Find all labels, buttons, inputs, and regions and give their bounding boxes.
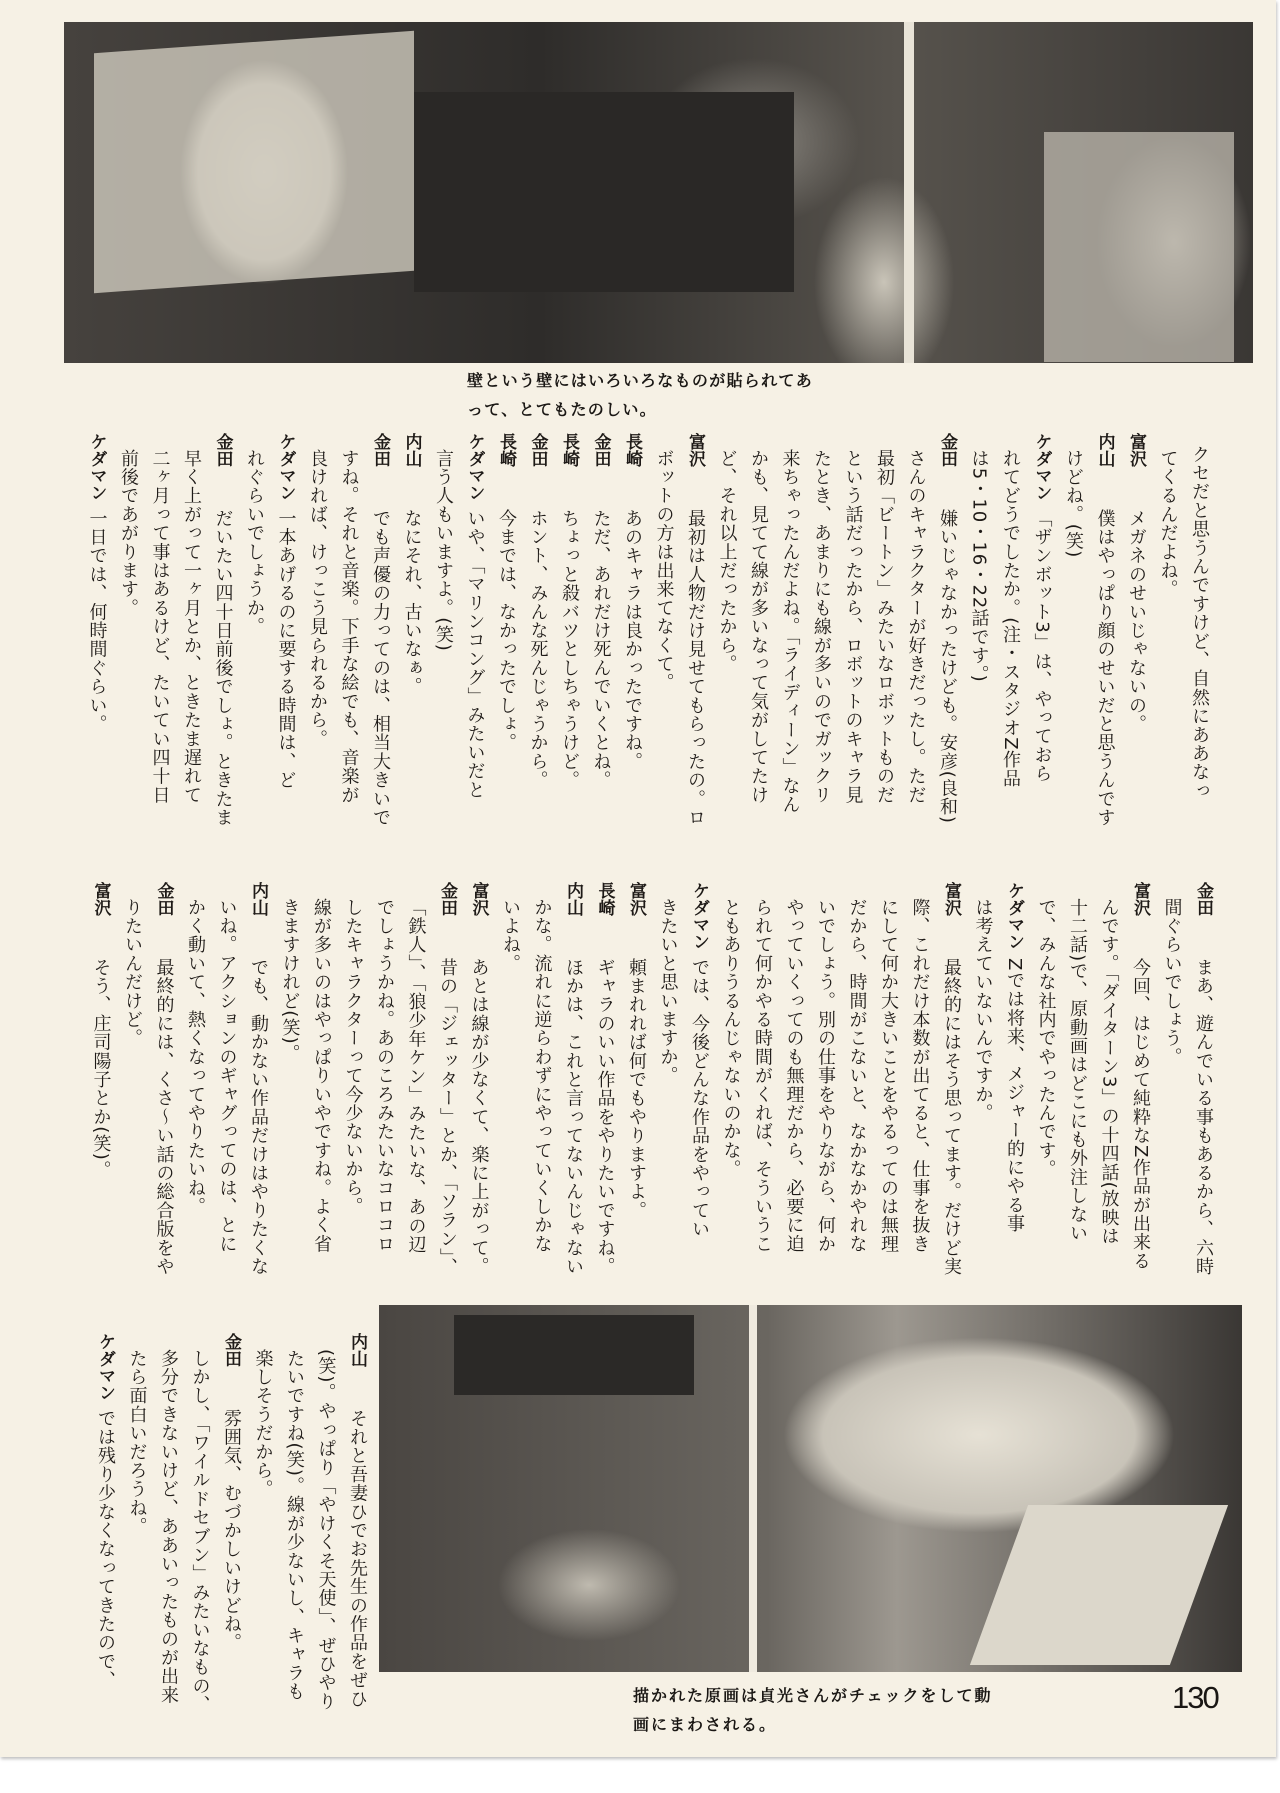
dialogue-text: なにそれ、古いなぁ。 bbox=[401, 509, 423, 696]
dialogue-column bbox=[302, 433, 334, 828]
speaker-name: 富沢 bbox=[468, 882, 489, 916]
dialogue-column bbox=[747, 882, 779, 1282]
dialogue-text: 最終的にはそう思ってます。だけど実 bbox=[941, 958, 962, 1276]
caption-line: 画にまわされる。 bbox=[633, 1715, 778, 1734]
dialogue-column bbox=[463, 882, 495, 1282]
dialogue-block-lower bbox=[85, 882, 1219, 1282]
dialogue-text: んです。「ダイターン3」の十四話(放映は bbox=[1098, 898, 1120, 1246]
dialogue-column bbox=[999, 882, 1031, 1282]
speaker-name: 内山 bbox=[401, 433, 422, 467]
dialogue-text: 際、これだけ本数が出てると、仕事を抜き bbox=[909, 898, 931, 1254]
dialogue-text: 最初「ビートン」みたいなロボットものだ bbox=[874, 449, 895, 805]
dialogue-text: 線が多いのはやっぱりいやですね。よく省 bbox=[311, 898, 332, 1254]
dialogue-column bbox=[365, 433, 397, 828]
dialogue-column bbox=[806, 433, 838, 828]
dialogue-column bbox=[1188, 882, 1220, 1282]
dialogue-text: 多分できないけど、ああいったものが出来 bbox=[158, 1349, 179, 1705]
dialogue-column bbox=[279, 1333, 311, 1723]
dialogue-text: 前後であがります。 bbox=[118, 449, 139, 618]
dialogue-column bbox=[207, 433, 239, 828]
dialogue-column bbox=[810, 882, 842, 1282]
speaker-name: 富沢 bbox=[1130, 882, 1150, 916]
dialogue-column bbox=[778, 882, 810, 1282]
dialogue-text: 早く上がって一ヶ月とか、ときたま遅れて bbox=[181, 449, 202, 805]
dialogue-column bbox=[684, 882, 716, 1282]
dialogue-text: で、みんな社内でやったんです。 bbox=[1035, 898, 1057, 1179]
speaker-name: ケダマン bbox=[95, 1333, 115, 1401]
dialogue-column bbox=[117, 882, 149, 1282]
dialogue-column bbox=[369, 882, 401, 1282]
dialogue-text: 十二話)で、原動画はどこにも外注しない bbox=[1067, 898, 1088, 1243]
dialogue-column bbox=[1058, 433, 1090, 828]
dialogue-text: では、今後どんな作品をやってい bbox=[689, 958, 710, 1239]
photo-monitor bbox=[454, 1315, 694, 1395]
photo-caption-top bbox=[467, 366, 813, 424]
dialogue-text: いよね。 bbox=[500, 898, 521, 973]
dialogue-column bbox=[1030, 882, 1062, 1282]
dialogue-text: 最初は人物だけ見せてもらったの。ロ bbox=[685, 509, 706, 827]
dialogue-text: という話だったから、ロボットのキャラ見 bbox=[842, 449, 864, 805]
dialogue-text: 「鉄人」、「狼少年ケン」みたいな、あの辺 bbox=[405, 898, 427, 1254]
dialogue-text: ギャラのいい作品をやりたいですね。 bbox=[594, 958, 616, 1276]
dialogue-text: ほかは、これと言ってないんじゃない bbox=[563, 958, 584, 1276]
dialogue-text: あとは線が少なくて、楽に上がって。 bbox=[468, 958, 490, 1276]
dialogue-text: しかし、「ワイルドセブン」みたいなもの、 bbox=[189, 1349, 211, 1714]
speaker-name: 富沢 bbox=[685, 433, 705, 467]
dialogue-column bbox=[148, 882, 180, 1282]
photo-poster-left bbox=[94, 31, 414, 293]
dialogue-text: 「ザンボット3」は、やっておら bbox=[1031, 509, 1053, 783]
dialogue-column bbox=[428, 433, 460, 828]
dialogue-text: 楽しそうだから。 bbox=[252, 1349, 274, 1499]
dialogue-text: 今回、はじめて純粋なZ作品が出来る bbox=[1130, 958, 1151, 1271]
speaker-name: 金田 bbox=[153, 882, 174, 916]
dialogue-text: は考えていないんですか。 bbox=[972, 898, 994, 1123]
dialogue-column bbox=[459, 433, 491, 828]
speaker-name: 内山 bbox=[563, 882, 583, 916]
dialogue-column bbox=[936, 882, 968, 1282]
photo-poster-right bbox=[1044, 132, 1234, 362]
dialogue-text: かく動いて、熱くなってやりたいね。 bbox=[185, 898, 206, 1216]
dialogue-block-upper bbox=[81, 433, 1215, 828]
photo-animation-desk bbox=[379, 1305, 1242, 1672]
photo-divider bbox=[749, 1305, 757, 1672]
dialogue-text: まあ、遊んでいる事もあるから、六時 bbox=[1193, 958, 1214, 1276]
speaker-name: ケダマン bbox=[464, 433, 485, 501]
speaker-name: 金田 bbox=[590, 433, 611, 467]
photo-divider bbox=[904, 22, 914, 363]
dialogue-column bbox=[963, 433, 995, 828]
dialogue-column bbox=[522, 433, 554, 828]
dialogue-text: られて何かやる時間がくれば、そういうこ bbox=[752, 898, 773, 1254]
dialogue-column bbox=[337, 882, 369, 1282]
dialogue-column bbox=[274, 882, 306, 1282]
dialogue-text: 一日では、何時間ぐらい。 bbox=[86, 509, 108, 734]
speaker-name: 金田 bbox=[437, 882, 457, 916]
dialogue-text: 最終的には、くさ～い話の総合版をや bbox=[153, 958, 175, 1276]
dialogue-text: 良ければ、けっこう見られるから。 bbox=[307, 449, 328, 749]
speaker-name: 金田 bbox=[527, 433, 548, 467]
dialogue-text: すね。それと音楽。下手な絵でも、音楽が bbox=[338, 449, 360, 805]
dialogue-text: きますけれど(笑)。 bbox=[279, 898, 301, 1064]
photo-papers bbox=[970, 1505, 1228, 1665]
dialogue-column bbox=[1093, 882, 1125, 1282]
dialogue-column bbox=[310, 1333, 342, 1723]
dialogue-column bbox=[400, 882, 432, 1282]
dialogue-column bbox=[396, 433, 428, 828]
speaker-name: ケダマン bbox=[275, 433, 296, 501]
dialogue-text: 嫌いじゃなかったけども。安彦(良和) bbox=[937, 509, 958, 824]
dialogue-column bbox=[90, 1333, 122, 1723]
photo-caption-bottom bbox=[633, 1681, 993, 1739]
caption-line: 壁という壁にはいろいろなものが貼られてあ bbox=[467, 371, 814, 390]
dialogue-column bbox=[869, 433, 901, 828]
dialogue-column bbox=[932, 433, 964, 828]
dialogue-text: そう、庄司陽子とか(笑)。 bbox=[90, 958, 112, 1180]
dialogue-text: たら面白いだろうね。 bbox=[126, 1349, 148, 1536]
dialogue-column bbox=[904, 882, 936, 1282]
dialogue-column bbox=[81, 433, 113, 828]
dialogue-text: 今までは、なかったでしょ。 bbox=[496, 509, 517, 753]
dialogue-column bbox=[491, 433, 523, 828]
dialogue-text: れぐらいでしょうか。 bbox=[244, 449, 265, 636]
dialogue-text: かな。流れに逆らわずにやっていくしかな bbox=[531, 898, 553, 1254]
dialogue-column bbox=[121, 1333, 153, 1723]
dialogue-text: Zでは将来、メジャー的にやる事 bbox=[1004, 958, 1025, 1233]
dialogue-column bbox=[558, 882, 590, 1282]
speaker-name: 金田 bbox=[370, 433, 390, 467]
dialogue-text: でも声優の力ってのは、相当大きいで bbox=[370, 509, 391, 827]
dialogue-text: (笑)。やっぱり「やけくそ天使」、ぜひやり bbox=[315, 1349, 337, 1711]
dialogue-text: ただ、あれだけ死んでいくとね。 bbox=[590, 509, 612, 790]
caption-line: って、とてもたのしい。 bbox=[467, 400, 657, 419]
dialogue-column bbox=[652, 882, 684, 1282]
dialogue-column bbox=[211, 882, 243, 1282]
dialogue-column bbox=[873, 882, 905, 1282]
dialogue-text: けどね。(笑) bbox=[1063, 449, 1084, 558]
dialogue-text: ちょっと殺バツとしちゃうけど。 bbox=[559, 509, 580, 790]
dialogue-column bbox=[495, 882, 527, 1282]
dialogue-column bbox=[184, 1333, 216, 1723]
speaker-name: 富沢 bbox=[941, 882, 961, 916]
dialogue-text: てくるんだよね。 bbox=[1157, 449, 1179, 599]
dialogue-text: 間ぐらいでしょう。 bbox=[1161, 898, 1183, 1067]
dialogue-text: 言う人もいますよ。(笑) bbox=[433, 449, 454, 652]
dialogue-column bbox=[1062, 882, 1094, 1282]
speaker-name: 富沢 bbox=[626, 882, 646, 916]
dialogue-column bbox=[837, 433, 869, 828]
dialogue-column bbox=[113, 433, 145, 828]
dialogue-text: 昔の「ジェッター」とか、「ソラン」、 bbox=[437, 958, 458, 1277]
dialogue-column bbox=[270, 433, 302, 828]
dialogue-column bbox=[85, 882, 117, 1282]
dialogue-block-bottom-left bbox=[85, 1333, 373, 1723]
speaker-name: 長崎 bbox=[496, 433, 516, 467]
caption-line: 描かれた原画は貞光さんがチェックをして動 bbox=[633, 1686, 993, 1705]
speaker-name: 金田 bbox=[212, 433, 233, 467]
dialogue-text: 頼まれれば何でもやりますよ。 bbox=[626, 958, 647, 1220]
dialogue-column bbox=[900, 433, 932, 828]
dialogue-text: クセだと思うんですけど、自然にああなっ bbox=[1189, 445, 1210, 801]
dialogue-text: だいたい四十日前後でしょ。ときたま bbox=[212, 509, 234, 827]
dialogue-column bbox=[617, 433, 649, 828]
dialogue-column bbox=[648, 433, 680, 828]
speaker-name: 富沢 bbox=[1126, 433, 1146, 467]
speaker-name: 内山 bbox=[347, 1333, 367, 1367]
dialogue-text: それと吾妻ひでお先生の作品をぜひ bbox=[347, 1409, 368, 1709]
dialogue-column bbox=[432, 882, 464, 1282]
dialogue-column bbox=[306, 882, 338, 1282]
speaker-name: 富沢 bbox=[90, 882, 111, 916]
dialogue-text: 来ちゃったんだよね。「ライディーン」なん bbox=[779, 449, 801, 814]
dialogue-column bbox=[621, 882, 653, 1282]
dialogue-column bbox=[1156, 882, 1188, 1282]
dialogue-column bbox=[144, 433, 176, 828]
dialogue-column bbox=[743, 433, 775, 828]
page-number: 130 bbox=[1172, 1680, 1218, 1715]
dialogue-text: いや、「マリンコング」みたいだと bbox=[464, 509, 486, 800]
dialogue-column bbox=[554, 433, 586, 828]
dialogue-column bbox=[526, 882, 558, 1282]
dialogue-text: れてどうでしたか。(注・スタジオZ作品 bbox=[1000, 449, 1021, 788]
dialogue-text: りたいんだけど。 bbox=[122, 898, 143, 1048]
dialogue-column bbox=[180, 882, 212, 1282]
dialogue-text: 僕はやっぱり顔のせいだと思うんです bbox=[1094, 509, 1116, 827]
dialogue-text: ど、それ以上だったから。 bbox=[716, 449, 738, 674]
dialogue-column bbox=[841, 882, 873, 1282]
photo-shadow-area bbox=[414, 92, 794, 292]
dialogue-text: は5・10・16・22話です。) bbox=[968, 449, 990, 683]
dialogue-text: でも、動かない作品だけはやりたくな bbox=[248, 958, 269, 1276]
dialogue-column bbox=[1152, 433, 1184, 828]
dialogue-text: いでしょう。別の仕事をやりながら、何か bbox=[815, 898, 836, 1254]
speaker-name: 長崎 bbox=[559, 433, 579, 467]
speaker-name: 金田 bbox=[221, 1333, 241, 1367]
speaker-name: 長崎 bbox=[622, 433, 642, 467]
dialogue-text: にして何か大きいことをやるってのは無理 bbox=[878, 898, 899, 1254]
dialogue-column bbox=[1121, 433, 1153, 828]
dialogue-column bbox=[1184, 433, 1216, 828]
speaker-name: ケダマン bbox=[689, 882, 709, 950]
dialogue-text: でしょうかね。あのころみたいなコロコロ bbox=[374, 898, 395, 1254]
dialogue-text: たとき、あまりにも線が多いのでガックリ bbox=[811, 449, 832, 805]
dialogue-column bbox=[153, 1333, 185, 1723]
dialogue-text: 一本あげるのに要する時間は、ど bbox=[275, 509, 297, 790]
dialogue-column bbox=[967, 882, 999, 1282]
dialogue-text: あのキャラは良かったですね。 bbox=[622, 509, 643, 771]
dialogue-text: きたいと思いますか。 bbox=[657, 898, 679, 1085]
dialogue-text: ホント、みんな死んじゃうから。 bbox=[527, 509, 549, 790]
dialogue-column bbox=[774, 433, 806, 828]
speaker-name: ケダマン bbox=[86, 433, 107, 501]
dialogue-column bbox=[239, 433, 271, 828]
dialogue-text: さんのキャラクターが好きだったし。ただ bbox=[905, 449, 927, 805]
speaker-name: ケダマン bbox=[1031, 433, 1052, 501]
dialogue-column bbox=[1125, 882, 1157, 1282]
dialogue-column bbox=[216, 1333, 248, 1723]
dialogue-column bbox=[715, 882, 747, 1282]
dialogue-text: だから、時間がこないと、なかなかやれな bbox=[846, 898, 868, 1254]
photo-studio-wall bbox=[64, 22, 1253, 363]
speaker-name: 長崎 bbox=[594, 882, 615, 916]
dialogue-text: やっていくってのも無理だから、必要に迫 bbox=[783, 898, 805, 1254]
dialogue-column bbox=[995, 433, 1027, 828]
dialogue-column bbox=[1089, 433, 1121, 828]
dialogue-column bbox=[342, 1333, 374, 1723]
dialogue-text: メガネのせいじゃないの。 bbox=[1126, 509, 1147, 734]
dialogue-column bbox=[711, 433, 743, 828]
dialogue-column bbox=[585, 433, 617, 828]
dialogue-text: では残り少なくなってきたので、 bbox=[95, 1409, 116, 1690]
dialogue-column bbox=[243, 882, 275, 1282]
dialogue-column bbox=[247, 1333, 279, 1723]
speaker-name: 金田 bbox=[937, 433, 957, 467]
speaker-name: 内山 bbox=[248, 882, 268, 916]
dialogue-text: したキャラクターって今少ないから。 bbox=[342, 898, 364, 1216]
dialogue-text: たいですね(笑)。線が少ないし、キャラも bbox=[284, 1349, 305, 1702]
dialogue-text: ボットの方は出来てなくて。 bbox=[653, 449, 675, 693]
dialogue-column bbox=[176, 433, 208, 828]
dialogue-text: 二ヶ月って事はあるけど、たいてい四十日 bbox=[149, 449, 171, 805]
dialogue-column bbox=[1026, 433, 1058, 828]
dialogue-text: いね。アクションのギャグってのは、とに bbox=[216, 898, 238, 1254]
speaker-name: 金田 bbox=[1193, 882, 1213, 916]
speaker-name: ケダマン bbox=[1004, 882, 1024, 950]
speaker-name: 内山 bbox=[1094, 433, 1115, 467]
dialogue-column bbox=[680, 433, 712, 828]
dialogue-text: かも、見てて線が多いなって気がしてたけ bbox=[748, 449, 769, 805]
dialogue-column bbox=[333, 433, 365, 828]
dialogue-column bbox=[589, 882, 621, 1282]
dialogue-text: ともありうるんじゃないのかな。 bbox=[720, 898, 742, 1179]
dialogue-text: 雰囲気、むづかしいけどね。 bbox=[221, 1409, 242, 1653]
